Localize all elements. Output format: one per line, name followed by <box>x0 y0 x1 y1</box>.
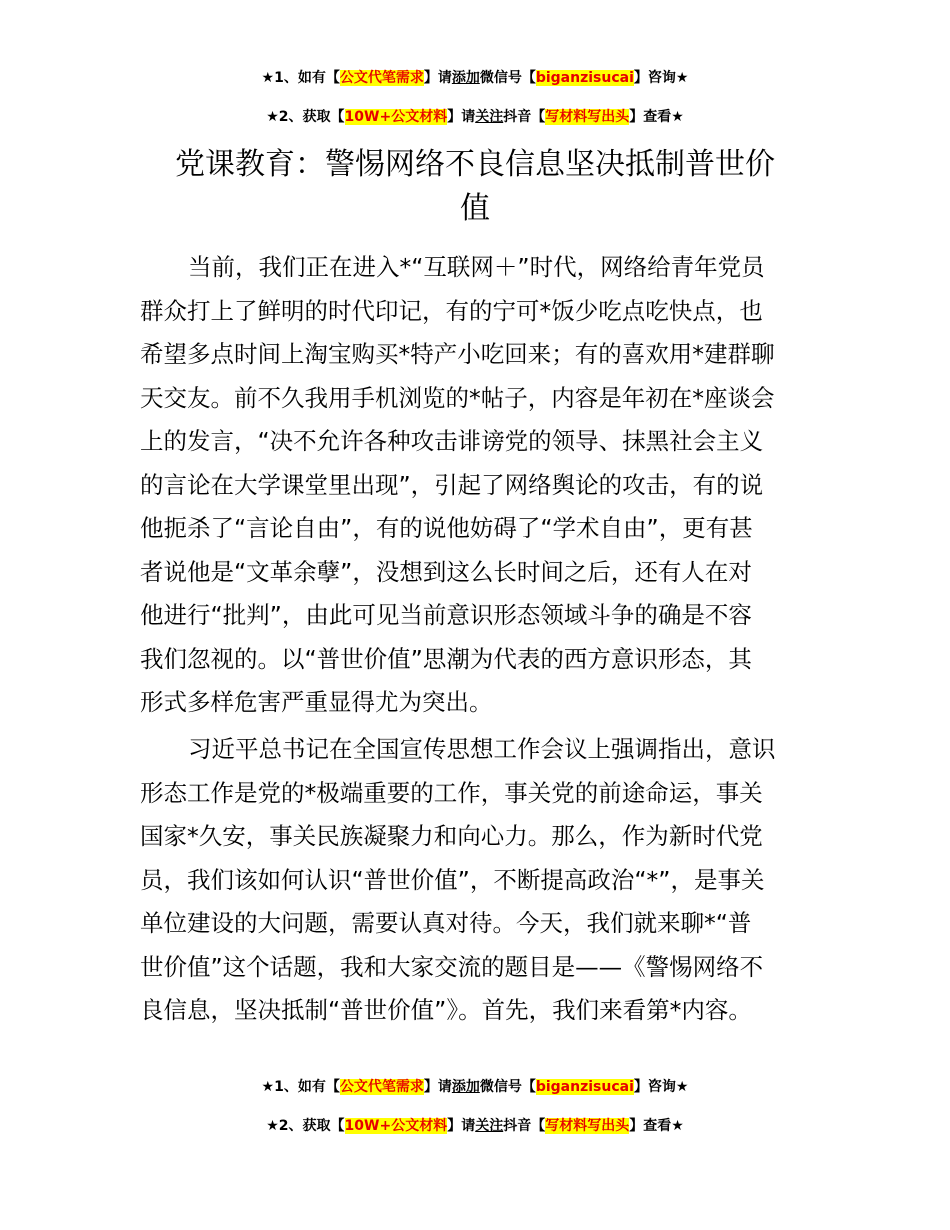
header-notice-1 <box>0 68 950 88</box>
paragraph-line: 希望多点时间上淘宝购买*特产小吃回来；有的喜欢用*建群聊 <box>140 340 775 368</box>
star-icon: ★ <box>261 1079 275 1095</box>
paragraph-line: 上的发言，“决不允许各种攻击诽谤党的领导、抹黑社会主义 <box>140 427 764 455</box>
notice-text: 2、获取【 <box>278 1118 345 1134</box>
notice-text: 】查看 <box>629 1118 672 1134</box>
underlined-action: 关注 <box>475 1118 504 1134</box>
paragraph-line: 者说他是“文革余孽”，没想到这么长时间之后，还有人在对 <box>140 557 752 586</box>
notice-text: 抖音【 <box>503 109 546 125</box>
paragraph-line: 形态工作是党的*极端重要的工作，事关党的前途命运，事关 <box>140 778 763 807</box>
header-notice-2 <box>0 107 950 127</box>
notice-text: 微信号【 <box>479 70 536 86</box>
paragraph-line: 当前，我们正在进入*“互联网＋”时代，网络给青年党员 <box>188 253 765 281</box>
star-icon: ★ <box>675 1079 689 1095</box>
underlined-action: 关注 <box>475 109 504 125</box>
paragraph-1 <box>140 246 812 725</box>
notice-text: 】咨询 <box>633 1079 676 1095</box>
paragraph-line: 他扼杀了“言论自由”，有的说他妨碍了“学术自由”，更有甚 <box>140 514 753 542</box>
notice-text: 】查看 <box>629 109 672 125</box>
star-icon: ★ <box>671 109 684 125</box>
underlined-action: 添加 <box>451 1079 480 1095</box>
highlight-douyin-account: 写材料写出头 <box>545 1118 630 1134</box>
star-icon: ★ <box>266 109 279 125</box>
notice-text: 】咨询 <box>633 70 676 86</box>
star-icon: ★ <box>261 70 275 86</box>
notice-text: 1、如有【 <box>274 1079 340 1095</box>
page-title <box>140 143 810 231</box>
underlined-action: 添加 <box>451 70 480 86</box>
paragraph-line: 良信息，坚决抵制“普世价值”》。首先，我们来看第*内容。 <box>140 996 752 1024</box>
paragraph-line: 员，我们该如何认识“普世价值”，不断提高政治“*”，是事关 <box>140 865 765 894</box>
paragraph-line: 他进行“批判”，由此可见当前意识形态领域斗争的确是不容 <box>140 601 752 629</box>
notice-text: 微信号【 <box>479 1079 536 1095</box>
notice-text: 】请 <box>423 70 452 86</box>
paragraph-line: 我们忽视的。以“普世价值”思潮为代表的西方意识形态，其 <box>140 644 752 673</box>
paragraph-line: 世价值”这个话题，我和大家交流的题目是——《警惕网络不 <box>140 952 764 981</box>
star-icon: ★ <box>266 1118 279 1134</box>
paragraph-line: 群众打上了鲜明的时代印记，有的宁可*饭少吃点吃快点，也 <box>140 296 763 325</box>
paragraph-line: 单位建设的大问题，需要认真对待。今天，我们就来聊*“普 <box>140 909 752 937</box>
paragraph-line: 的言论在大学课堂里出现”，引起了网络舆论的攻击，有的说 <box>140 470 764 499</box>
notice-text: 】请 <box>447 109 476 125</box>
highlight-service: 公文代笔需求 <box>339 70 424 86</box>
paragraph-line: 形式多样危害严重显得尤为突出。 <box>140 688 493 716</box>
notice-text: 】请 <box>447 1118 476 1134</box>
highlight-douyin-account: 写材料写出头 <box>545 109 630 125</box>
paragraph-line: 国家*久安，事关民族凝聚力和向心力。那么，作为新时代党 <box>140 822 763 850</box>
highlight-wechat-id: biganzisucai <box>535 1079 634 1095</box>
paragraph-2 <box>140 728 812 1033</box>
highlight-wechat-id: biganzisucai <box>535 70 634 86</box>
footer-notice-2 <box>0 1116 950 1136</box>
notice-text: 2、获取【 <box>278 109 345 125</box>
notice-text: 抖音【 <box>503 1118 546 1134</box>
star-icon: ★ <box>675 70 689 86</box>
notice-text: 】请 <box>423 1079 452 1095</box>
highlight-materials: 10W+公文材料 <box>344 109 448 125</box>
notice-text: 1、如有【 <box>274 70 340 86</box>
footer-notice-1 <box>0 1077 950 1097</box>
paragraph-line: 天交友。前不久我用手机浏览的*帖子，内容是年初在*座谈会 <box>140 383 775 412</box>
star-icon: ★ <box>671 1118 684 1134</box>
paragraph-line: 习近平总书记在全国宣传思想工作会议上强调指出，意识 <box>188 735 776 763</box>
title-line-2: 值 <box>460 191 490 226</box>
highlight-service: 公文代笔需求 <box>339 1079 424 1095</box>
title-line-1: 党课教育：警惕网络不良信息坚决抵制普世价 <box>175 147 775 182</box>
highlight-materials: 10W+公文材料 <box>344 1118 448 1134</box>
